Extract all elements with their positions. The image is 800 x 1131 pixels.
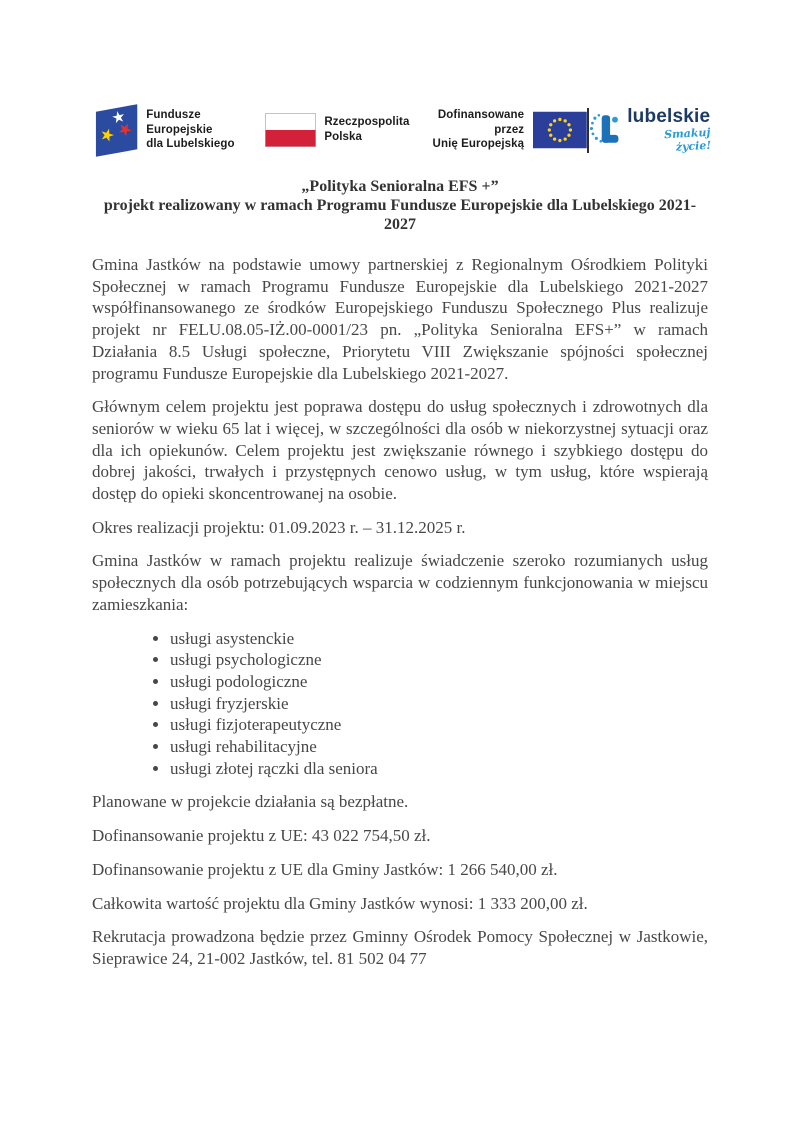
eu-cofunding-label-line1: Dofinansowane przez <box>437 108 525 136</box>
logo-lubelskie <box>589 107 711 154</box>
document-body <box>92 177 708 982</box>
paragraph-project-goal: Głównym celem projektu jest poprawa dostępu do usług społecznych i zdrowotnych dla seniorów w wieku 65 lat i więcej, w szczególności dla osób w niekorzystnej sytuacji oraz dla ich opiekunów. Celem projektu jest zwiększanie równego i szybkiego dostępu do dobrej jakości, trwałych i przystępnych cenowo usług, w tym usług, które wspierają dostęp do opieki skoncentrowanej na osobie. <box>92 397 708 504</box>
paragraph-recruitment: Rekrutacja prowadzona będzie przez Gminny Ośrodek Pomocy Społecznej w Jastkowie, Sieprawice 24, 21-002 Jastków, tel. 81 502 04 77 <box>92 927 708 968</box>
logo-rzeczpospolita-polska <box>265 113 409 147</box>
eu-cofunding-label <box>409 108 524 153</box>
service-list-item: • usługi fizjoterapeutyczne <box>170 714 708 736</box>
paragraph-services-intro: Gmina Jastków w ramach projektu realizuje świadczenie szeroko rozumianych usług społecznych dla osób potrzebujących wsparcia w codziennym funkcjonowania w miejscu zamieszkania: <box>92 551 708 614</box>
services-list <box>92 628 708 780</box>
document-title-line1: „Polityka Senioralna EFS +” <box>301 178 499 195</box>
eu-funds-flag-icon <box>95 102 138 159</box>
eu-funds-label-line1: Fundusze Europejskie <box>146 108 213 136</box>
lubelskie-mark-icon <box>589 111 622 149</box>
paragraph-project-period: Okres realizacji projektu: 01.09.2023 r. – 31.12.2025 r. <box>92 517 466 537</box>
service-list-item: • usługi fryzjerskie <box>170 693 708 715</box>
service-list-item: • usługi złotej rączki dla seniora <box>170 758 708 780</box>
poland-label-line2: Polska <box>324 131 363 143</box>
document-title-line2: projekt realizowany w ramach Programu Fundusze Europejskie dla Lubelskiego 2021-2027 <box>103 197 697 233</box>
funding-logos-header <box>95 101 711 159</box>
logo-eu-cofunding <box>409 108 586 153</box>
paragraph-eu-funding: Dofinansowanie projektu z UE: 43 022 754,50 zł. <box>92 826 431 846</box>
lubelskie-label <box>627 107 711 154</box>
service-list-item: • usługi podologiczne <box>170 671 708 693</box>
paragraph-total-value: Całkowita wartość projektu dla Gminy Jastków wynosi: 1 333 200,00 zł. <box>92 893 588 913</box>
paragraph-free-note: Planowane w projekcie działania są bezpłatne. <box>92 792 409 812</box>
paragraph-eu-funding-gmina: Dofinansowanie projektu z UE dla Gminy Jastków: 1 266 540,00 zł. <box>92 859 558 879</box>
poland-label <box>324 115 409 145</box>
service-list-item: • usługi psychologiczne <box>170 649 708 671</box>
paragraph-project-intro: Gmina Jastków na podstawie umowy partnerskiej z Regionalnym Ośrodkiem Polityki Społecznej w ramach Programu Fundusze Europejskie dla Lubelskiego 2021-2027 współfinansowanego ze środków Europejskiego Funduszu Społecznego Plus realizuje projekt nr FELU.08.05-IŻ.00-0001/23 pn. „Polityka Senioralna EFS+” w ramach Działania 8.5 Usługi społeczne, Priorytetu VIII Zwiększanie spójności społecznej programu Fundusze Europejskie dla Lubelskiego 2021-2027. <box>92 255 708 383</box>
eu-funds-label-line2: dla Lubelskiego <box>146 138 235 151</box>
service-list-item: • usługi rehabilitacyjne <box>170 736 708 758</box>
eu-cofunding-label-line2: Unię Europejską <box>432 138 525 151</box>
eu-flag-icon <box>533 111 587 149</box>
lubelskie-tagline: Smakuj życie! <box>663 125 712 154</box>
poland-label-line1: Rzeczpospolita <box>324 116 410 129</box>
service-list-item: • usługi asystenckie <box>170 628 708 650</box>
eu-funds-label <box>146 108 265 153</box>
poland-flag-icon <box>265 113 316 147</box>
lubelskie-wordmark: lubelskie <box>627 105 711 127</box>
logo-fundusze-europejskie <box>95 102 265 159</box>
document-title <box>92 177 708 234</box>
